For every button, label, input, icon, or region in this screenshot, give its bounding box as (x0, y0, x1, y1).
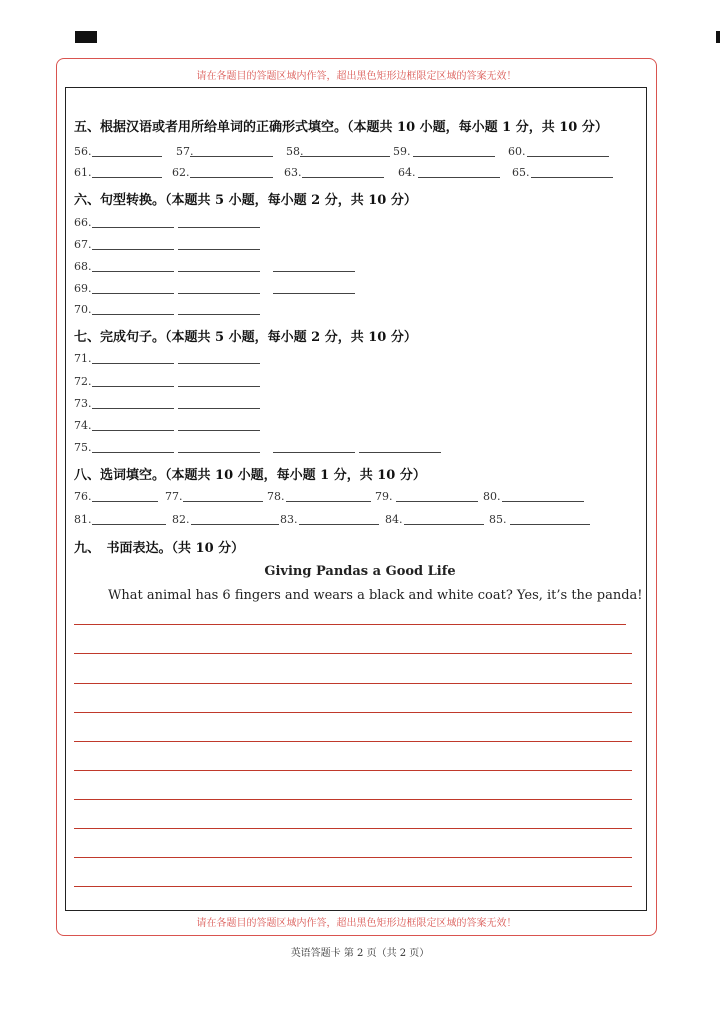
answer-blank-69b[interactable] (178, 293, 260, 294)
answer-blank-84[interactable] (404, 524, 484, 525)
question-69-number: 69. (74, 282, 92, 295)
writing-line[interactable] (74, 683, 632, 684)
answer-blank-72a[interactable] (92, 386, 174, 387)
answer-blank-80[interactable] (502, 501, 584, 502)
answer-blank-71b[interactable] (178, 363, 260, 364)
answer-blank-68c[interactable] (273, 271, 355, 272)
answer-blank-85[interactable] (510, 524, 590, 525)
section-5-title: 五、根据汉语或者用所给单词的正确形式填空。（本题共 10 小题，每小题 1 分，共 10 分） (74, 120, 608, 135)
essay-prompt: What animal has 6 fingers and wears a black and white coat? Yes, it’s the panda! (108, 588, 643, 603)
answer-blank-67b[interactable] (178, 249, 260, 250)
question-62-number: 62. (172, 166, 190, 179)
question-67-number: 67. (74, 238, 92, 251)
question-78-number: 78. (267, 490, 285, 503)
writing-line[interactable] (74, 799, 632, 800)
writing-line[interactable] (74, 828, 632, 829)
question-77-number: 77. (165, 490, 183, 503)
question-70-number: 70. (74, 303, 92, 316)
answer-blank-60[interactable] (527, 156, 609, 157)
answer-blank-58[interactable] (300, 156, 390, 157)
writing-line[interactable] (74, 886, 632, 887)
question-75-number: 75. (74, 441, 92, 454)
writing-line[interactable] (74, 653, 632, 654)
essay-title: Giving Pandas a Good Life (264, 564, 456, 579)
question-59-number: 59. (393, 145, 411, 158)
question-73-number: 73. (74, 397, 92, 410)
section-6-title: 六、句型转换。（本题共 5 小题，每小题 2 分，共 10 分） (74, 193, 417, 208)
question-76-number: 76. (74, 490, 92, 503)
answer-blank-81[interactable] (92, 524, 166, 525)
answer-blank-63[interactable] (302, 177, 384, 178)
answer-blank-82[interactable] (191, 524, 279, 525)
answer-blank-57[interactable] (190, 156, 273, 157)
answer-blank-75d[interactable] (359, 452, 441, 453)
question-71-number: 71. (74, 352, 92, 365)
answer-blank-66b[interactable] (178, 227, 260, 228)
section-9-title: 九、 书面表达。（共 10 分） (74, 541, 245, 556)
writing-line[interactable] (74, 770, 632, 771)
answer-blank-74b[interactable] (178, 430, 260, 431)
answer-box (65, 87, 647, 911)
answer-blank-77[interactable] (183, 501, 263, 502)
question-84-number: 84. (385, 513, 403, 526)
registration-mark-right (716, 31, 720, 43)
answer-blank-59[interactable] (413, 156, 495, 157)
answer-blank-75a[interactable] (92, 452, 174, 453)
answer-blank-75b[interactable] (178, 452, 260, 453)
answer-blank-70a[interactable] (92, 314, 174, 315)
question-72-number: 72. (74, 375, 92, 388)
question-64-number: 64. (398, 166, 416, 179)
page-footer: 英语答题卡 第 2 页（共 2 页） (290, 948, 430, 959)
question-60-number: 60. (508, 145, 526, 158)
answer-blank-78[interactable] (286, 501, 371, 502)
answer-blank-65[interactable] (531, 177, 613, 178)
question-79-number: 79. (375, 490, 393, 503)
writing-line[interactable] (74, 712, 632, 713)
question-66-number: 66. (74, 216, 92, 229)
section-8-title: 八、选词填空。（本题共 10 小题，每小题 1 分，共 10 分） (74, 468, 426, 483)
question-82-number: 82. (172, 513, 190, 526)
bottom-warning: 请在各题目的答题区域内作答，超出黑色矩形边框限定区域的答案无效！ (196, 918, 517, 929)
answer-blank-69c[interactable] (273, 293, 355, 294)
answer-blank-72b[interactable] (178, 386, 260, 387)
question-61-number: 61. (74, 166, 92, 179)
answer-blank-70b[interactable] (178, 314, 260, 315)
registration-mark-left (75, 31, 97, 43)
answer-blank-68b[interactable] (178, 271, 260, 272)
answer-blank-66a[interactable] (92, 227, 174, 228)
answer-blank-83[interactable] (299, 524, 379, 525)
answer-blank-64[interactable] (418, 177, 500, 178)
answer-blank-76[interactable] (92, 501, 158, 502)
question-83-number: 83. (280, 513, 298, 526)
answer-blank-74a[interactable] (92, 430, 174, 431)
question-74-number: 74. (74, 419, 92, 432)
answer-blank-61[interactable] (92, 177, 162, 178)
answer-blank-73a[interactable] (92, 408, 174, 409)
section-7-title: 七、完成句子。（本题共 5 小题，每小题 2 分，共 10 分） (74, 330, 417, 345)
question-68-number: 68. (74, 260, 92, 273)
answer-blank-67a[interactable] (92, 249, 174, 250)
question-80-number: 80. (483, 490, 501, 503)
writing-line[interactable] (74, 741, 632, 742)
answer-blank-75c[interactable] (273, 452, 355, 453)
question-58-number: 58. (286, 145, 304, 158)
question-57-number: 57. (176, 145, 194, 158)
writing-line[interactable] (74, 857, 632, 858)
answer-blank-79[interactable] (396, 501, 478, 502)
answer-blank-71a[interactable] (92, 363, 174, 364)
answer-blank-73b[interactable] (178, 408, 260, 409)
question-63-number: 63. (284, 166, 302, 179)
question-56-number: 56. (74, 145, 92, 158)
answer-blank-56[interactable] (92, 156, 162, 157)
question-85-number: 85. (489, 513, 507, 526)
question-81-number: 81. (74, 513, 92, 526)
top-warning: 请在各题目的答题区域内作答，超出黑色矩形边框限定区域的答案无效！ (196, 71, 517, 82)
answer-blank-62[interactable] (190, 177, 273, 178)
answer-blank-69a[interactable] (92, 293, 174, 294)
answer-blank-68a[interactable] (92, 271, 174, 272)
question-65-number: 65. (512, 166, 530, 179)
writing-line[interactable] (74, 624, 626, 625)
